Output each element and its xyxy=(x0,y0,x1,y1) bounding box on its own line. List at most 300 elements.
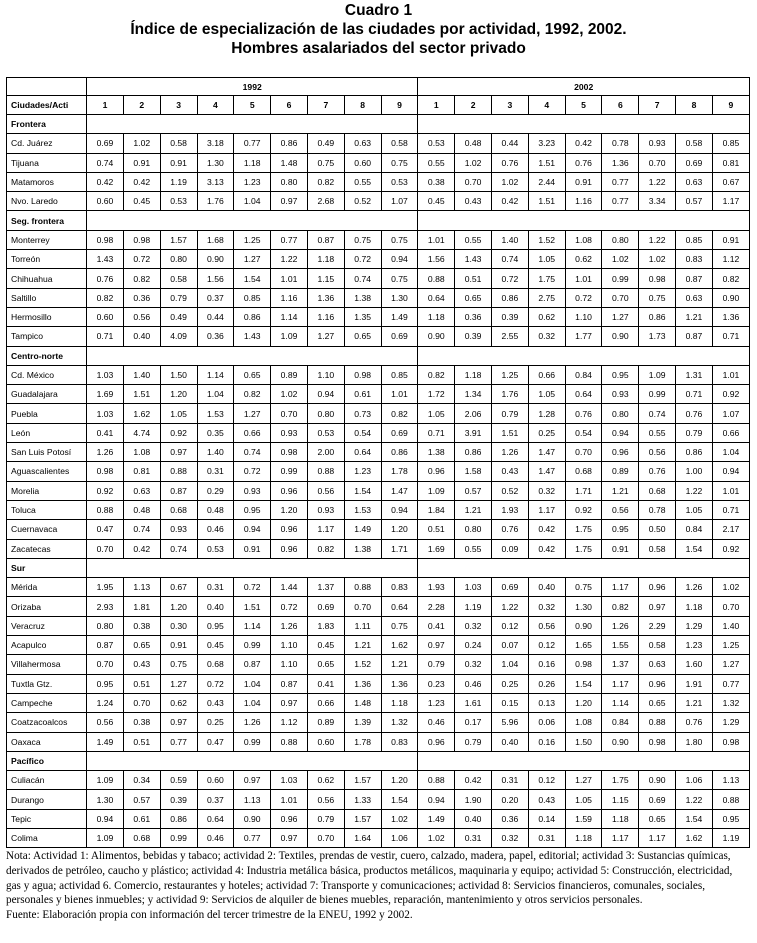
value-cell: 0.58 xyxy=(639,539,676,558)
value-cell: 0.40 xyxy=(455,809,492,828)
value-cell: 1.56 xyxy=(418,250,455,269)
value-cell: 0.42 xyxy=(123,539,160,558)
value-cell: 0.71 xyxy=(418,423,455,442)
value-cell: 0.80 xyxy=(271,172,308,191)
value-cell: 0.38 xyxy=(123,713,160,732)
value-cell: 0.96 xyxy=(602,443,639,462)
table-notes xyxy=(6,849,750,923)
value-cell: 0.80 xyxy=(87,616,124,635)
value-cell: 1.23 xyxy=(418,693,455,712)
value-cell: 0.12 xyxy=(528,636,565,655)
empty-cell xyxy=(87,115,418,134)
activity-header: 9 xyxy=(381,96,418,115)
value-cell: 0.88 xyxy=(712,790,749,809)
table-row xyxy=(7,192,750,211)
value-cell: 0.25 xyxy=(528,423,565,442)
value-cell: 1.17 xyxy=(528,500,565,519)
value-cell: 1.20 xyxy=(565,693,602,712)
value-cell: 1.09 xyxy=(639,365,676,384)
value-cell: 0.58 xyxy=(160,269,197,288)
value-cell: 1.36 xyxy=(344,674,381,693)
value-cell: 1.93 xyxy=(492,500,529,519)
value-cell: 0.53 xyxy=(307,423,344,442)
value-cell: 0.78 xyxy=(602,134,639,153)
value-cell: 0.36 xyxy=(197,327,234,346)
value-cell: 0.54 xyxy=(565,423,602,442)
value-cell: 1.54 xyxy=(234,269,271,288)
table-row xyxy=(7,443,750,462)
value-cell: 0.70 xyxy=(565,443,602,462)
value-cell: 1.10 xyxy=(271,636,308,655)
value-cell: 1.20 xyxy=(160,597,197,616)
value-cell: 1.57 xyxy=(160,230,197,249)
value-cell: 1.84 xyxy=(418,500,455,519)
value-cell: 1.30 xyxy=(381,288,418,307)
value-cell: 1.62 xyxy=(123,404,160,423)
value-cell: 0.63 xyxy=(344,134,381,153)
value-cell: 3.91 xyxy=(455,423,492,442)
value-cell: 0.70 xyxy=(712,597,749,616)
value-cell: 0.43 xyxy=(197,693,234,712)
empty-cell xyxy=(87,558,418,577)
value-cell: 0.66 xyxy=(307,693,344,712)
table-row xyxy=(7,404,750,423)
city-name: Coatzacoalcos xyxy=(7,713,87,732)
value-cell: 0.16 xyxy=(528,732,565,751)
value-cell: 1.02 xyxy=(381,809,418,828)
value-cell: 0.93 xyxy=(602,385,639,404)
value-cell: 0.70 xyxy=(639,153,676,172)
value-cell: 1.04 xyxy=(234,693,271,712)
city-name: Cd. Juárez xyxy=(7,134,87,153)
activity-header: 6 xyxy=(271,96,308,115)
value-cell: 0.60 xyxy=(307,732,344,751)
value-cell: 1.01 xyxy=(271,269,308,288)
value-cell: 0.79 xyxy=(676,423,713,442)
value-cell: 0.43 xyxy=(528,790,565,809)
value-cell: 1.06 xyxy=(381,828,418,847)
table-row xyxy=(7,288,750,307)
value-cell: 0.96 xyxy=(271,520,308,539)
value-cell: 0.36 xyxy=(492,809,529,828)
value-cell: 0.88 xyxy=(639,713,676,732)
value-cell: 0.68 xyxy=(565,462,602,481)
value-cell: 0.96 xyxy=(271,539,308,558)
value-cell: 0.89 xyxy=(271,365,308,384)
value-cell: 1.02 xyxy=(418,828,455,847)
year-1992-header: 1992 xyxy=(87,78,418,96)
value-cell: 0.52 xyxy=(344,192,381,211)
value-cell: 1.12 xyxy=(712,250,749,269)
value-cell: 1.25 xyxy=(234,230,271,249)
value-cell: 0.31 xyxy=(197,462,234,481)
value-cell: 0.82 xyxy=(307,172,344,191)
value-cell: 1.16 xyxy=(565,192,602,211)
value-cell: 0.57 xyxy=(123,790,160,809)
value-cell: 0.96 xyxy=(418,732,455,751)
value-cell: 1.03 xyxy=(271,771,308,790)
value-cell: 1.14 xyxy=(602,693,639,712)
value-cell: 1.17 xyxy=(602,674,639,693)
value-cell: 0.82 xyxy=(234,385,271,404)
value-cell: 0.80 xyxy=(160,250,197,269)
value-cell: 0.95 xyxy=(197,616,234,635)
value-cell: 0.91 xyxy=(123,153,160,172)
value-cell: 1.59 xyxy=(565,809,602,828)
value-cell: 1.44 xyxy=(271,578,308,597)
value-cell: 1.36 xyxy=(712,307,749,326)
value-cell: 1.02 xyxy=(639,250,676,269)
value-cell: 0.58 xyxy=(160,134,197,153)
value-cell: 0.75 xyxy=(381,230,418,249)
value-cell: 0.60 xyxy=(87,192,124,211)
value-cell: 1.54 xyxy=(676,539,713,558)
value-cell: 0.86 xyxy=(676,443,713,462)
value-cell: 0.98 xyxy=(87,462,124,481)
city-name: Tampico xyxy=(7,327,87,346)
value-cell: 0.76 xyxy=(492,153,529,172)
value-cell: 0.97 xyxy=(271,828,308,847)
region-label: Frontera xyxy=(7,115,87,134)
value-cell: 1.69 xyxy=(87,385,124,404)
value-cell: 0.70 xyxy=(344,597,381,616)
value-cell: 0.32 xyxy=(528,597,565,616)
value-cell: 1.18 xyxy=(381,693,418,712)
value-cell: 0.85 xyxy=(234,288,271,307)
value-cell: 1.02 xyxy=(712,578,749,597)
value-cell: 0.62 xyxy=(307,771,344,790)
value-cell: 0.86 xyxy=(234,307,271,326)
value-cell: 0.82 xyxy=(602,597,639,616)
value-cell: 1.26 xyxy=(87,443,124,462)
value-cell: 1.00 xyxy=(676,462,713,481)
value-cell: 1.17 xyxy=(639,828,676,847)
value-cell: 0.91 xyxy=(160,636,197,655)
value-cell: 0.82 xyxy=(712,269,749,288)
value-cell: 0.53 xyxy=(160,192,197,211)
value-cell: 0.45 xyxy=(307,636,344,655)
value-cell: 0.88 xyxy=(87,500,124,519)
value-cell: 0.80 xyxy=(307,404,344,423)
value-cell: 1.75 xyxy=(528,269,565,288)
value-cell: 0.94 xyxy=(712,462,749,481)
activity-header-row xyxy=(7,96,750,115)
value-cell: 0.41 xyxy=(87,423,124,442)
value-cell: 0.94 xyxy=(381,500,418,519)
value-cell: 0.95 xyxy=(602,365,639,384)
value-cell: 0.98 xyxy=(123,230,160,249)
table-row xyxy=(7,307,750,326)
value-cell: 1.43 xyxy=(234,327,271,346)
value-cell: 1.13 xyxy=(712,771,749,790)
value-cell: 0.12 xyxy=(492,616,529,635)
value-cell: 0.34 xyxy=(123,771,160,790)
value-cell: 0.65 xyxy=(455,288,492,307)
value-cell: 0.95 xyxy=(712,809,749,828)
value-cell: 0.42 xyxy=(492,192,529,211)
city-name: Saltillo xyxy=(7,288,87,307)
table-row xyxy=(7,500,750,519)
value-cell: 1.03 xyxy=(87,365,124,384)
value-cell: 0.74 xyxy=(123,520,160,539)
value-cell: 1.20 xyxy=(271,500,308,519)
value-cell: 0.97 xyxy=(271,693,308,712)
value-cell: 0.06 xyxy=(528,713,565,732)
region-row xyxy=(7,115,750,134)
caption-subtitle: Hombres asalariados del sector privado xyxy=(231,40,526,57)
value-cell: 0.83 xyxy=(676,250,713,269)
value-cell: 0.87 xyxy=(160,481,197,500)
value-cell: 1.73 xyxy=(639,327,676,346)
value-cell: 0.84 xyxy=(602,713,639,732)
value-cell: 0.87 xyxy=(271,674,308,693)
value-cell: 0.72 xyxy=(271,597,308,616)
city-name: Tepic xyxy=(7,809,87,828)
value-cell: 1.71 xyxy=(565,481,602,500)
value-cell: 0.65 xyxy=(234,365,271,384)
table-row xyxy=(7,809,750,828)
value-cell: 0.96 xyxy=(271,809,308,828)
value-cell: 0.90 xyxy=(602,327,639,346)
value-cell: 2.29 xyxy=(639,616,676,635)
value-cell: 1.61 xyxy=(455,693,492,712)
value-cell: 0.39 xyxy=(492,307,529,326)
value-cell: 0.13 xyxy=(528,693,565,712)
activity-header: 9 xyxy=(712,96,749,115)
value-cell: 0.90 xyxy=(565,616,602,635)
value-cell: 0.68 xyxy=(160,500,197,519)
empty-cell xyxy=(418,211,750,230)
value-cell: 1.07 xyxy=(712,404,749,423)
value-cell: 0.92 xyxy=(712,385,749,404)
city-name: Colima xyxy=(7,828,87,847)
value-cell: 0.41 xyxy=(307,674,344,693)
table-row xyxy=(7,327,750,346)
value-cell: 1.83 xyxy=(307,616,344,635)
value-cell: 0.76 xyxy=(676,713,713,732)
value-cell: 0.31 xyxy=(197,578,234,597)
value-cell: 0.40 xyxy=(492,732,529,751)
value-cell: 0.88 xyxy=(418,771,455,790)
year-header-row xyxy=(7,78,750,96)
value-cell: 0.61 xyxy=(123,809,160,828)
city-name: Morelia xyxy=(7,481,87,500)
value-cell: 0.90 xyxy=(712,288,749,307)
activity-header: 2 xyxy=(455,96,492,115)
value-cell: 1.30 xyxy=(197,153,234,172)
specialization-table xyxy=(6,77,750,848)
value-cell: 1.31 xyxy=(676,365,713,384)
value-cell: 0.53 xyxy=(418,134,455,153)
value-cell: 0.56 xyxy=(87,713,124,732)
value-cell: 0.85 xyxy=(381,365,418,384)
value-cell: 1.69 xyxy=(418,539,455,558)
value-cell: 0.94 xyxy=(381,250,418,269)
value-cell: 3.18 xyxy=(197,134,234,153)
value-cell: 0.24 xyxy=(455,636,492,655)
empty-cell xyxy=(418,346,750,365)
value-cell: 0.36 xyxy=(123,288,160,307)
value-cell: 1.68 xyxy=(197,230,234,249)
value-cell: 0.72 xyxy=(123,250,160,269)
value-cell: 1.36 xyxy=(602,153,639,172)
table-row xyxy=(7,655,750,674)
value-cell: 1.04 xyxy=(197,385,234,404)
value-cell: 0.45 xyxy=(418,192,455,211)
value-cell: 0.43 xyxy=(123,655,160,674)
value-cell: 0.97 xyxy=(160,713,197,732)
table-row xyxy=(7,539,750,558)
value-cell: 0.15 xyxy=(492,693,529,712)
value-cell: 0.63 xyxy=(676,288,713,307)
value-cell: 1.57 xyxy=(344,809,381,828)
value-cell: 1.57 xyxy=(344,771,381,790)
value-cell: 0.71 xyxy=(676,385,713,404)
activity-header: 8 xyxy=(344,96,381,115)
activity-header: 7 xyxy=(307,96,344,115)
value-cell: 0.74 xyxy=(160,539,197,558)
value-cell: 0.70 xyxy=(602,288,639,307)
value-cell: 1.51 xyxy=(528,192,565,211)
value-cell: 0.76 xyxy=(676,404,713,423)
value-cell: 0.45 xyxy=(123,192,160,211)
value-cell: 0.86 xyxy=(271,134,308,153)
value-cell: 1.04 xyxy=(234,192,271,211)
value-cell: 0.98 xyxy=(87,230,124,249)
value-cell: 3.34 xyxy=(639,192,676,211)
value-cell: 1.21 xyxy=(676,693,713,712)
value-cell: 1.17 xyxy=(602,828,639,847)
value-cell: 0.25 xyxy=(197,713,234,732)
value-cell: 1.06 xyxy=(676,771,713,790)
value-cell: 0.47 xyxy=(87,520,124,539)
value-cell: 0.58 xyxy=(639,636,676,655)
value-cell: 0.46 xyxy=(197,520,234,539)
value-cell: 0.48 xyxy=(123,500,160,519)
value-cell: 1.26 xyxy=(602,616,639,635)
value-cell: 0.72 xyxy=(492,269,529,288)
value-cell: 0.69 xyxy=(676,153,713,172)
value-cell: 0.79 xyxy=(455,732,492,751)
value-cell: 1.72 xyxy=(418,385,455,404)
value-cell: 0.71 xyxy=(712,327,749,346)
value-cell: 1.26 xyxy=(492,443,529,462)
value-cell: 1.38 xyxy=(344,539,381,558)
value-cell: 0.83 xyxy=(381,578,418,597)
value-cell: 1.18 xyxy=(307,250,344,269)
value-cell: 1.27 xyxy=(712,655,749,674)
value-cell: 0.56 xyxy=(307,790,344,809)
table-row xyxy=(7,732,750,751)
value-cell: 0.23 xyxy=(418,674,455,693)
value-cell: 1.38 xyxy=(418,443,455,462)
value-cell: 1.01 xyxy=(565,269,602,288)
value-cell: 1.11 xyxy=(344,616,381,635)
value-cell: 1.80 xyxy=(676,732,713,751)
value-cell: 1.09 xyxy=(87,828,124,847)
value-cell: 0.76 xyxy=(87,269,124,288)
table-row xyxy=(7,153,750,172)
table-row xyxy=(7,520,750,539)
table-row xyxy=(7,828,750,847)
value-cell: 1.17 xyxy=(602,578,639,597)
value-cell: 1.39 xyxy=(344,713,381,732)
value-cell: 0.49 xyxy=(160,307,197,326)
value-cell: 0.97 xyxy=(160,443,197,462)
table-row xyxy=(7,693,750,712)
value-cell: 0.81 xyxy=(123,462,160,481)
value-cell: 0.07 xyxy=(492,636,529,655)
value-cell: 0.72 xyxy=(565,288,602,307)
value-cell: 0.72 xyxy=(344,250,381,269)
value-cell: 0.84 xyxy=(676,520,713,539)
city-name: Acapulco xyxy=(7,636,87,655)
value-cell: 1.28 xyxy=(528,404,565,423)
city-name: Guadalajara xyxy=(7,385,87,404)
value-cell: 0.70 xyxy=(123,693,160,712)
value-cell: 1.18 xyxy=(455,365,492,384)
value-cell: 1.32 xyxy=(712,693,749,712)
value-cell: 1.13 xyxy=(123,578,160,597)
value-cell: 0.70 xyxy=(87,539,124,558)
value-cell: 1.27 xyxy=(602,307,639,326)
value-cell: 0.62 xyxy=(528,307,565,326)
activity-header: 5 xyxy=(565,96,602,115)
value-cell: 1.14 xyxy=(197,365,234,384)
value-cell: 1.14 xyxy=(271,307,308,326)
value-cell: 0.66 xyxy=(234,423,271,442)
value-cell: 0.37 xyxy=(197,790,234,809)
value-cell: 1.38 xyxy=(344,288,381,307)
value-cell: 0.70 xyxy=(455,172,492,191)
value-cell: 0.92 xyxy=(565,500,602,519)
source-note: Fuente: Elaboración propia con información del tercer trimestre de la ENEU, 1992 y 2002. xyxy=(6,909,413,922)
value-cell: 0.86 xyxy=(455,443,492,462)
value-cell: 0.98 xyxy=(271,443,308,462)
value-cell: 0.71 xyxy=(87,327,124,346)
value-cell: 0.62 xyxy=(565,250,602,269)
value-cell: 0.32 xyxy=(528,327,565,346)
value-cell: 0.79 xyxy=(307,809,344,828)
value-cell: 0.87 xyxy=(676,327,713,346)
value-cell: 1.18 xyxy=(602,809,639,828)
value-cell: 1.27 xyxy=(160,674,197,693)
value-cell: 0.68 xyxy=(197,655,234,674)
value-cell: 0.82 xyxy=(87,288,124,307)
value-cell: 1.24 xyxy=(87,693,124,712)
value-cell: 1.15 xyxy=(602,790,639,809)
value-cell: 0.09 xyxy=(492,539,529,558)
value-cell: 1.75 xyxy=(565,539,602,558)
value-cell: 0.60 xyxy=(197,771,234,790)
value-cell: 0.67 xyxy=(160,578,197,597)
value-cell: 0.44 xyxy=(492,134,529,153)
value-cell: 0.64 xyxy=(565,385,602,404)
value-cell: 0.93 xyxy=(160,520,197,539)
value-cell: 0.54 xyxy=(344,423,381,442)
value-cell: 1.21 xyxy=(455,500,492,519)
value-cell: 0.37 xyxy=(197,288,234,307)
value-cell: 0.56 xyxy=(307,481,344,500)
value-cell: 0.65 xyxy=(123,636,160,655)
value-cell: 0.98 xyxy=(639,269,676,288)
value-cell: 0.69 xyxy=(381,423,418,442)
value-cell: 0.46 xyxy=(455,674,492,693)
value-cell: 0.98 xyxy=(712,732,749,751)
city-name: Chihuahua xyxy=(7,269,87,288)
value-cell: 0.60 xyxy=(344,153,381,172)
value-cell: 0.38 xyxy=(418,172,455,191)
